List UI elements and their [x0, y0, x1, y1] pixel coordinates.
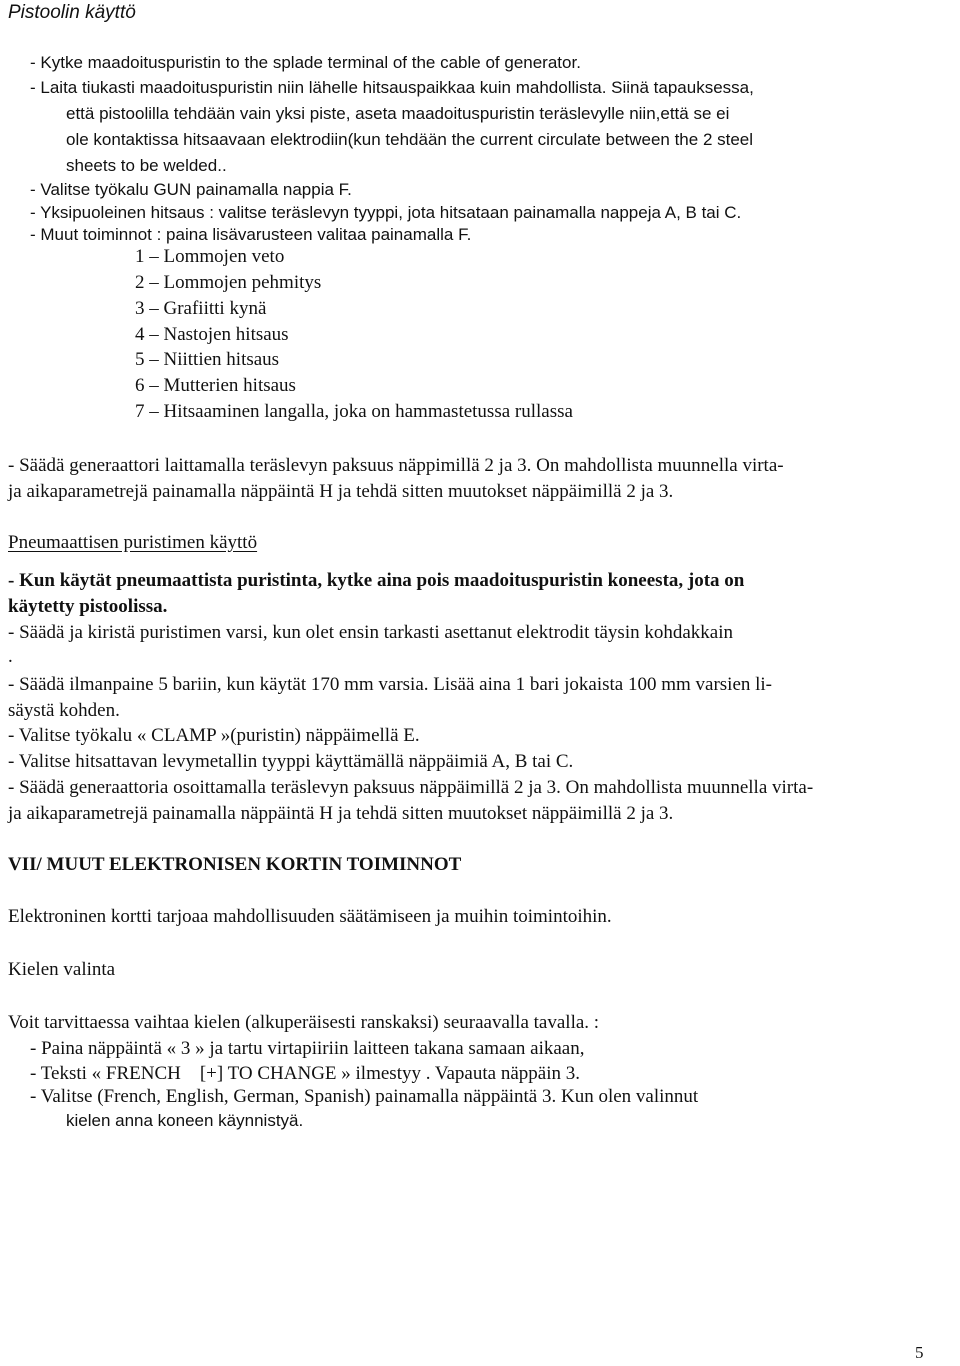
option-item: 7 – Hitsaaminen langalla, joka on hammastetussa rullassa [135, 401, 573, 422]
pneumatic-warning-line: käytetty pistoolissa. [8, 596, 168, 617]
language-subheading: Kielen valinta [8, 959, 116, 980]
pistol-line: - Muut toiminnot : paina lisävarusteen valitaa painamalla F. [30, 225, 472, 244]
option-item: 3 – Grafiitti kynä [135, 298, 267, 319]
section-title-pistol: Pistoolin käyttö [8, 2, 136, 23]
language-step: - Teksti « FRENCH [+] TO CHANGE » ilmestyy . Vapauta näppäin 3. [30, 1063, 580, 1084]
pistol-line: ole kontaktissa hitsaavaan elektrodiin(kun tehdään the current circulate between the 2 steel [66, 130, 754, 149]
pistol-line: - Laita tiukasti maadoituspuristin niin lähelle hitsauspaikkaa kuin mahdollista. Siinä tapauksessa, [30, 78, 754, 97]
pneumatic-line: - Säädä ja kiristä puristimen varsi, kun olet ensin tarkasti asettanut elektrodit täysin kohdakkain [8, 622, 733, 643]
pistol-line: - Yksipuoleinen hitsaus : valitse teräslevyn tyyppi, jota hitsataan painamalla nappeja A, B tai C. [30, 203, 742, 222]
pistol-line: että pistoolilla tehdään vain yksi piste, aseta maadoituspuristin teräslevylle niin,että se ei [66, 104, 730, 123]
electronic-intro: Elektroninen kortti tarjoaa mahdollisuuden säätämiseen ja muihin toimintoihin. [8, 906, 612, 927]
language-paragraph: Voit tarvittaessa vaihtaa kielen (alkuperäisesti ranskaksi) seuraavalla tavalla. : [8, 1012, 600, 1033]
pistol-after-line: ja aikaparametrejä painamalla näppäintä H ja tehdä sitten muutokset näppäimillä 2 ja 3. [8, 481, 674, 502]
pneumatic-line: säystä kohden. [8, 700, 120, 721]
option-item: 5 – Niittien hitsaus [135, 349, 280, 370]
option-item: 4 – Nastojen hitsaus [135, 324, 289, 345]
pneumatic-warning-line: - Kun käytät pneumaattista puristinta, kytke aina pois maadoituspuristin koneesta, jota on [8, 570, 745, 591]
language-step-continuation: kielen anna koneen käynnistyä. [66, 1111, 304, 1130]
pneumatic-line: ja aikaparametrejä painamalla näppäintä H ja tehdä sitten muutokset näppäimillä 2 ja 3. [8, 803, 674, 824]
page-number: 5 [915, 1343, 924, 1362]
section-heading-electronic: VII/ MUUT ELEKTRONISEN KORTIN TOIMINNOT [8, 854, 462, 875]
pneumatic-line: - Valitse työkalu « CLAMP »(puristin) näppäimellä E. [8, 725, 420, 746]
pistol-line: - Valitse työkalu GUN painamalla nappia F. [30, 180, 352, 199]
pistol-line: - Kytke maadoituspuristin to the splade terminal of the cable of generator. [30, 53, 581, 72]
language-step: - Paina näppäintä « 3 » ja tartu virtapiiriin laitteen takana samaan aikaan, [30, 1038, 585, 1059]
option-item: 2 – Lommojen pehmitys [135, 272, 322, 293]
language-step: - Valitse (French, English, German, Spanish) painamalla näppäintä 3. Kun olen valinnut [30, 1086, 699, 1107]
option-item: 1 – Lommojen veto [135, 246, 285, 267]
pistol-after-line: - Säädä generaattori laittamalla teräslevyn paksuus näppimillä 2 ja 3. On mahdollista muunnella virta- [8, 455, 784, 476]
pneumatic-line: . [8, 646, 13, 667]
pneumatic-line: - Säädä ilmanpaine 5 bariin, kun käytät 170 mm varsia. Lisää aina 1 bari jokaista 100 mm varsien li- [8, 674, 773, 695]
pneumatic-line: - Säädä generaattoria osoittamalla teräslevyn paksuus näppäimillä 2 ja 3. On mahdollista muunnella virta- [8, 777, 814, 798]
section-title-pneumatic: Pneumaattisen puristimen käyttö [8, 532, 258, 553]
pneumatic-line: - Valitse hitsattavan levymetallin tyyppi käyttämällä näppäimiä A, B tai C. [8, 751, 574, 772]
option-item: 6 – Mutterien hitsaus [135, 375, 296, 396]
pistol-line: sheets to be welded.. [66, 156, 227, 175]
